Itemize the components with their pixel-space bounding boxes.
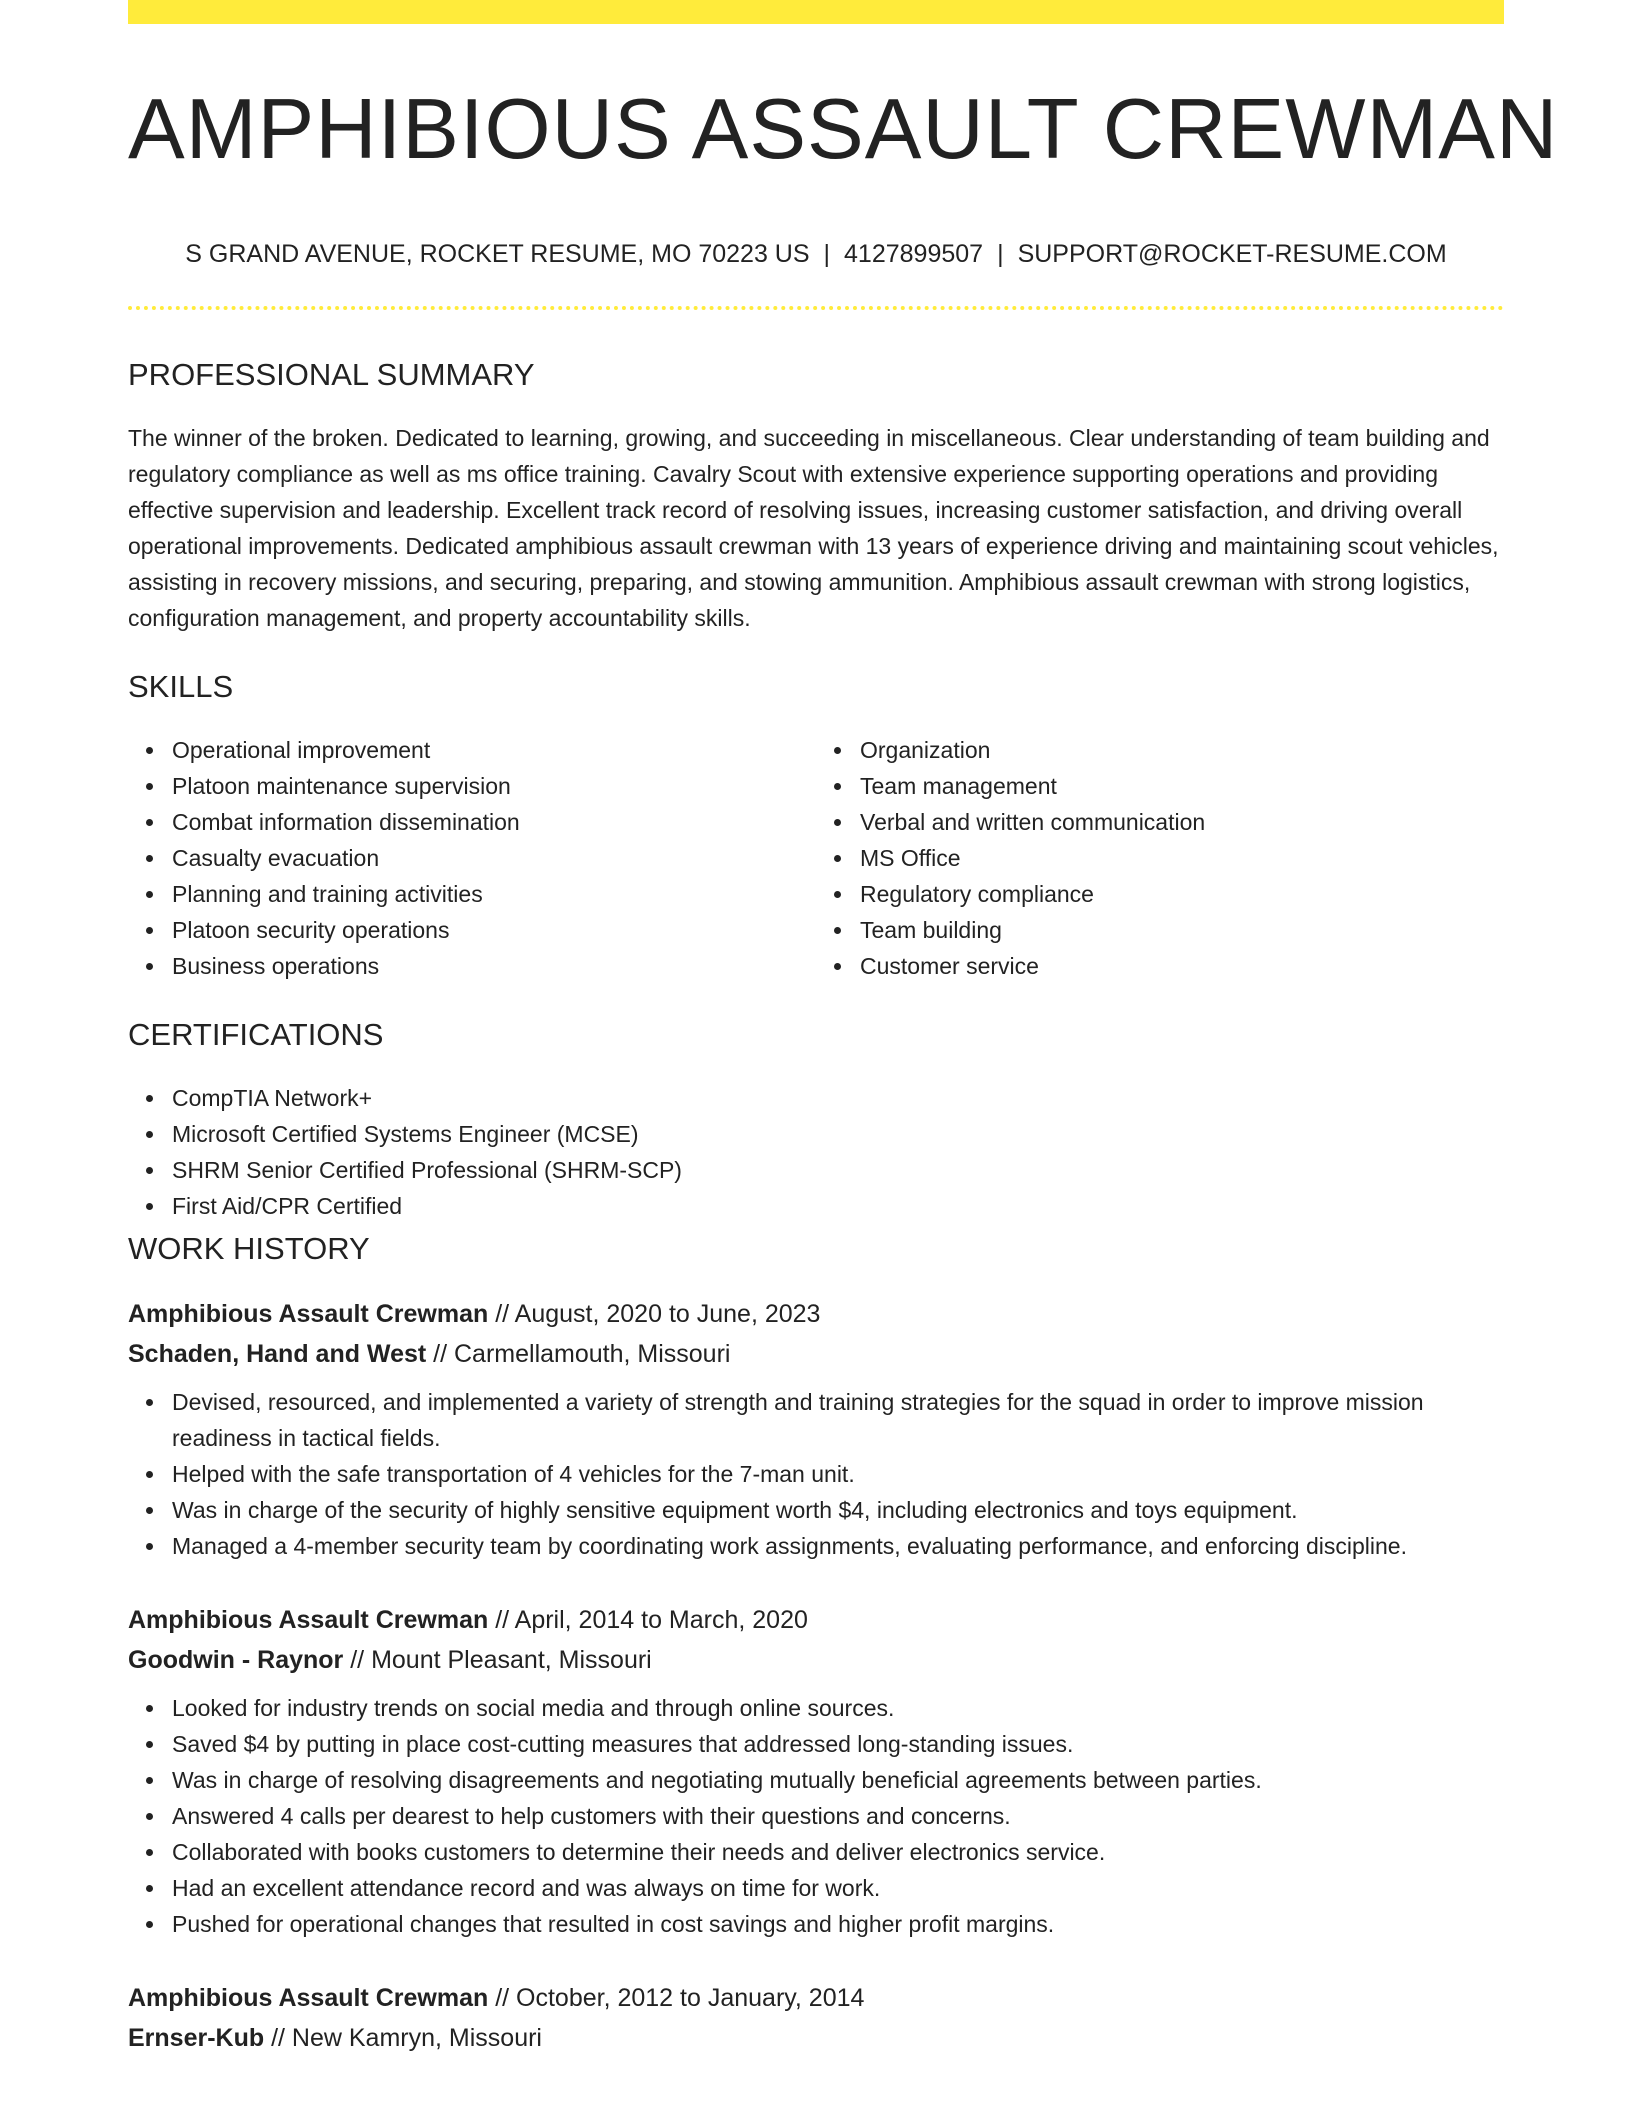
job-company-line [128, 1640, 1504, 1680]
skills-title: SKILLS [128, 669, 234, 704]
skill-item: Team management [860, 768, 1504, 804]
contact-email[interactable]: SUPPORT@ROCKET-RESUME.COM [1017, 240, 1447, 268]
job-role: Amphibious Assault Crewman [128, 1984, 489, 2012]
certification-item: Microsoft Certified Systems Engineer (MCSE) [172, 1116, 1504, 1152]
contact-separator: | [823, 240, 831, 268]
job-title-line [128, 1600, 1504, 1640]
skill-item: Operational improvement [172, 732, 816, 768]
job-company-line [128, 1334, 1504, 1374]
job-dates: // April, 2014 to March, 2020 [488, 1606, 808, 1634]
job-company-line [128, 2018, 1504, 2058]
job-company: Ernser-Kub [128, 2024, 265, 2052]
job-bullet: Managed a 4-member security team by coordinating work assignments, evaluating performance, and enforcing discipline. [172, 1528, 1504, 1564]
job-company: Schaden, Hand and West [128, 1340, 427, 1368]
job-role: Amphibious Assault Crewman [128, 1606, 489, 1634]
job-bullet: Collaborated with books customers to determine their needs and deliver electronics service. [172, 1834, 1504, 1870]
job-title-line [128, 1294, 1504, 1334]
job-entry [128, 1600, 1504, 1942]
skill-item: Planning and training activities [172, 876, 816, 912]
certifications-title: CERTIFICATIONS [128, 1017, 384, 1052]
certification-item: First Aid/CPR Certified [172, 1188, 1504, 1224]
job-bullet: Was in charge of the security of highly sensitive equipment worth $4, including electronics and toys equipment. [172, 1492, 1504, 1528]
certifications-section [128, 1010, 1504, 1224]
skill-item: Verbal and written communication [860, 804, 1504, 840]
job-location: // Carmellamouth, Missouri [426, 1340, 731, 1368]
job-title-line [128, 1978, 1504, 2018]
contact-line [128, 236, 1504, 272]
skill-item: Team building [860, 912, 1504, 948]
job-bullets [128, 1690, 1504, 1942]
skill-item: Organization [860, 732, 1504, 768]
summary-title: PROFESSIONAL SUMMARY [128, 357, 535, 392]
skill-item: Platoon maintenance supervision [172, 768, 816, 804]
skill-item: Regulatory compliance [860, 876, 1504, 912]
job-bullet: Helped with the safe transportation of 4 vehicles for the 7-man unit. [172, 1456, 1504, 1492]
skills-columns [128, 732, 1504, 984]
skill-item: Platoon security operations [172, 912, 816, 948]
job-entry [128, 1978, 1504, 2058]
job-bullet: Saved $4 by putting in place cost-cutting measures that addressed long-standing issues. [172, 1726, 1504, 1762]
contact-address: S GRAND AVENUE, ROCKET RESUME, MO 70223 US [185, 240, 810, 268]
job-location: // Mount Pleasant, Missouri [343, 1646, 652, 1674]
contact-separator: | [997, 240, 1004, 268]
resume-name: AMPHIBIOUS ASSAULT CREWMAN [128, 82, 1559, 177]
skill-item: Casualty evacuation [172, 840, 816, 876]
certification-item: SHRM Senior Certified Professional (SHRM-SCP) [172, 1152, 1504, 1188]
skill-item: Business operations [172, 948, 816, 984]
job-role: Amphibious Assault Crewman [128, 1300, 489, 1328]
job-bullet: Answered 4 calls per dearest to help customers with their questions and concerns. [172, 1798, 1504, 1834]
certification-item: CompTIA Network+ [172, 1080, 1504, 1116]
skills-right-list [816, 732, 1504, 984]
job-company: Goodwin - Raynor [128, 1646, 344, 1674]
skill-item: Customer service [860, 948, 1504, 984]
accent-top-bar [128, 0, 1504, 24]
job-bullet: Devised, resourced, and implemented a variety of strength and training strategies for the squad in order to improve mission readiness in tactical fields. [172, 1384, 1504, 1456]
certifications-list [128, 1080, 1504, 1224]
job-dates: // October, 2012 to January, 2014 [488, 1984, 865, 2012]
job-location: // New Kamryn, Missouri [264, 2024, 542, 2052]
job-bullet: Was in charge of resolving disagreements and negotiating mutually beneficial agreements between parties. [172, 1762, 1504, 1798]
skill-item: MS Office [860, 840, 1504, 876]
job-dates: // August, 2020 to June, 2023 [488, 1300, 821, 1328]
header-divider [128, 306, 1504, 310]
job-bullet: Pushed for operational changes that resulted in cost savings and higher profit margins. [172, 1906, 1504, 1942]
skills-section [128, 662, 1504, 984]
job-entry [128, 1294, 1504, 1564]
job-bullets [128, 1384, 1504, 1564]
summary-section [128, 350, 1504, 636]
skill-item: Combat information dissemination [172, 804, 816, 840]
job-bullet: Looked for industry trends on social media and through online sources. [172, 1690, 1504, 1726]
resume-content [128, 350, 1504, 2094]
work-history-title: WORK HISTORY [128, 1231, 370, 1266]
contact-phone[interactable]: 4127899507 [844, 240, 984, 268]
summary-text: The winner of the broken. Dedicated to learning, growing, and succeeding in miscellaneous. Clear understanding of team building and regulatory compliance as well as ms office training. Cavalry Scout with extensive experience supporting operations and providing effective supervision and leadership. Excellent track record of resolving issues, increasing customer satisfaction, and driving overall operational improvements. Dedicated amphibious assault crewman with 13 years of experience driving and maintaining scout vehicles, assisting in recovery missions, and securing, preparing, and stowing ammunition. Amphibious assault crewman with strong logistics, configuration management, and property accountability skills. [128, 425, 1499, 631]
skills-left-list [128, 732, 816, 984]
work-history-section [128, 1224, 1504, 2058]
job-bullet: Had an excellent attendance record and was always on time for work. [172, 1870, 1504, 1906]
